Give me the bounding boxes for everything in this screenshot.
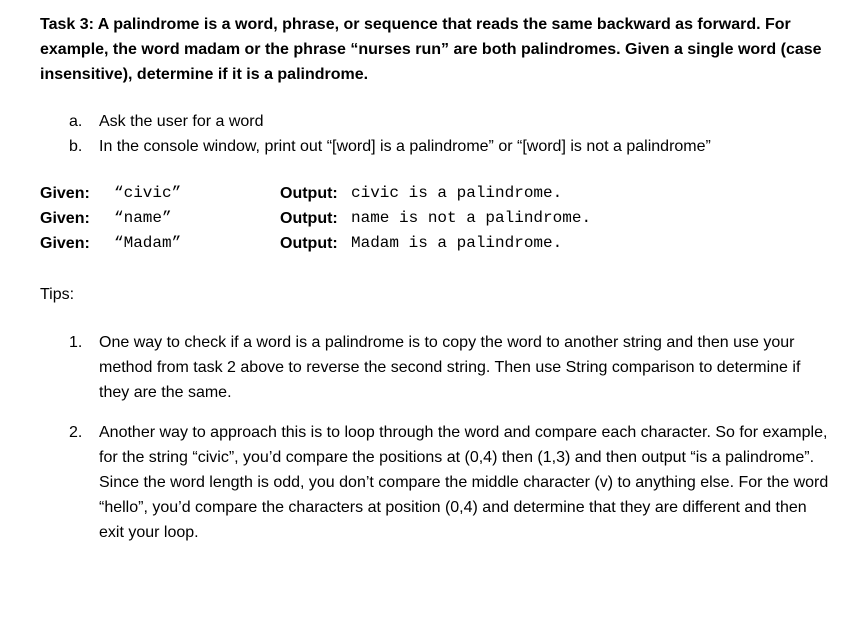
tips-list xyxy=(40,330,840,545)
output-label: Output: xyxy=(280,210,338,227)
list-item-text: One way to check if a word is a palindrome is to copy the word to another string and then use your method from task 2 above to reverse the second string. Then use String comparison to determine if they are the same. xyxy=(99,334,801,401)
tips-heading: Tips: xyxy=(40,286,75,303)
output-label: Output: xyxy=(280,235,338,252)
list-item-text: In the console window, print out “[word] is a palindrome” or “[word] is not a palindrome” xyxy=(99,138,711,155)
list-marker: 2. xyxy=(69,424,83,441)
given-label: Given: xyxy=(40,210,90,227)
task-description: Task 3: A palindrome is a word, phrase, or sequence that reads the same backward as forward. For example, the word madam or the phrase “nurses run” are both palindromes. Given a single word (case insensitive), determine if it is a palindrome. xyxy=(40,16,822,83)
given-value: “name” xyxy=(114,209,172,227)
list-item xyxy=(40,420,829,545)
list-item xyxy=(40,330,829,405)
output-value: Madam is a palindrome. xyxy=(351,234,563,252)
list-marker: a. xyxy=(69,113,83,130)
output-value: civic is a palindrome. xyxy=(351,184,563,202)
list-item xyxy=(40,134,840,159)
example-row xyxy=(40,206,840,231)
example-row xyxy=(40,181,840,206)
given-label: Given: xyxy=(40,235,90,252)
given-value: “civic” xyxy=(114,184,182,202)
list-marker: 1. xyxy=(69,334,83,351)
document-page xyxy=(40,12,840,560)
list-item xyxy=(40,109,840,134)
list-item-text: Another way to approach this is to loop through the word and compare each character. So for example, for the string “civic”, you’d compare the positions at (0,4) then (1,3) and then output “is a palindrome”. Since the word length is odd, you don’t compare the middle character (v) to anything else. For the word “hello”, you’d compare the characters at position (0,4) and determine that they are different and then exit your loop. xyxy=(99,424,829,541)
example-row xyxy=(40,231,840,256)
list-marker: b. xyxy=(69,138,83,155)
list-item-text: Ask the user for a word xyxy=(99,113,264,130)
given-value: “Madam” xyxy=(114,234,182,252)
output-label: Output: xyxy=(280,185,338,202)
steps-list xyxy=(40,109,840,159)
given-label: Given: xyxy=(40,185,90,202)
examples-block xyxy=(40,181,840,256)
output-value: name is not a palindrome. xyxy=(351,209,592,227)
